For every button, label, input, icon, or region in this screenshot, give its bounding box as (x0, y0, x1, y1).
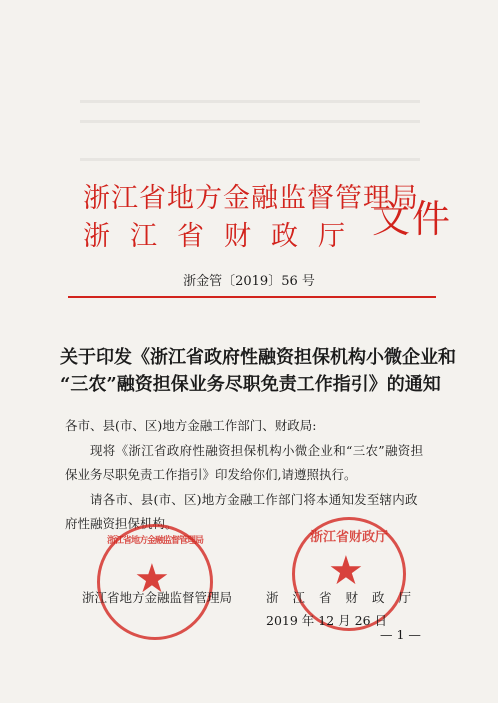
paragraph-2-line-2: 府性融资担保机构。 (65, 516, 178, 531)
bleed-through-line (80, 120, 420, 123)
star-icon: ★ (134, 556, 170, 602)
page-number: — 1 — (380, 627, 421, 642)
star-icon: ★ (328, 548, 364, 594)
issue-date: 2019 年 12 月 26 日 (266, 613, 387, 628)
red-divider (68, 296, 436, 298)
title-line-1: 关于印发《浙江省政府性融资担保机构小微企业和 (60, 347, 456, 368)
paragraph-1-line-1: 现将《浙江省政府性融资担保机构小微企业和“三农”融资担 (90, 443, 424, 458)
paragraph-2-line-1: 请各市、县(市、区)地方金融工作部门将本通知发至辖内政 (90, 492, 418, 507)
seal-text: 浙江省地方金融监督管理局 (106, 536, 203, 546)
title-line-2: “三农”融资担保业务尽职免责工作指引》的通知 (60, 374, 441, 395)
salutation: 各市、县(市、区)地方金融工作部门、财政局: (65, 418, 317, 433)
doc-number: 浙金管〔2019〕56 号 (183, 274, 315, 289)
signatory-1: 浙江省地方金融监督管理局 (82, 590, 233, 605)
official-seal-finance-bureau (97, 524, 213, 640)
paragraph-1-line-2: 保业务尽职免责工作指引》印发给你们,请遵照执行。 (65, 467, 357, 482)
bleed-through-line (80, 100, 420, 103)
doc-type-label: 文件 (372, 197, 453, 241)
seal-text: 浙江省财政厅 (309, 530, 388, 545)
bleed-through-line (80, 158, 420, 161)
issuer-line-2: 浙江省财政厅 (83, 221, 365, 252)
issuer-line-1: 浙江省地方金融监督管理局 (83, 183, 419, 214)
signatory-2: 浙江省财政厅 (266, 590, 426, 605)
